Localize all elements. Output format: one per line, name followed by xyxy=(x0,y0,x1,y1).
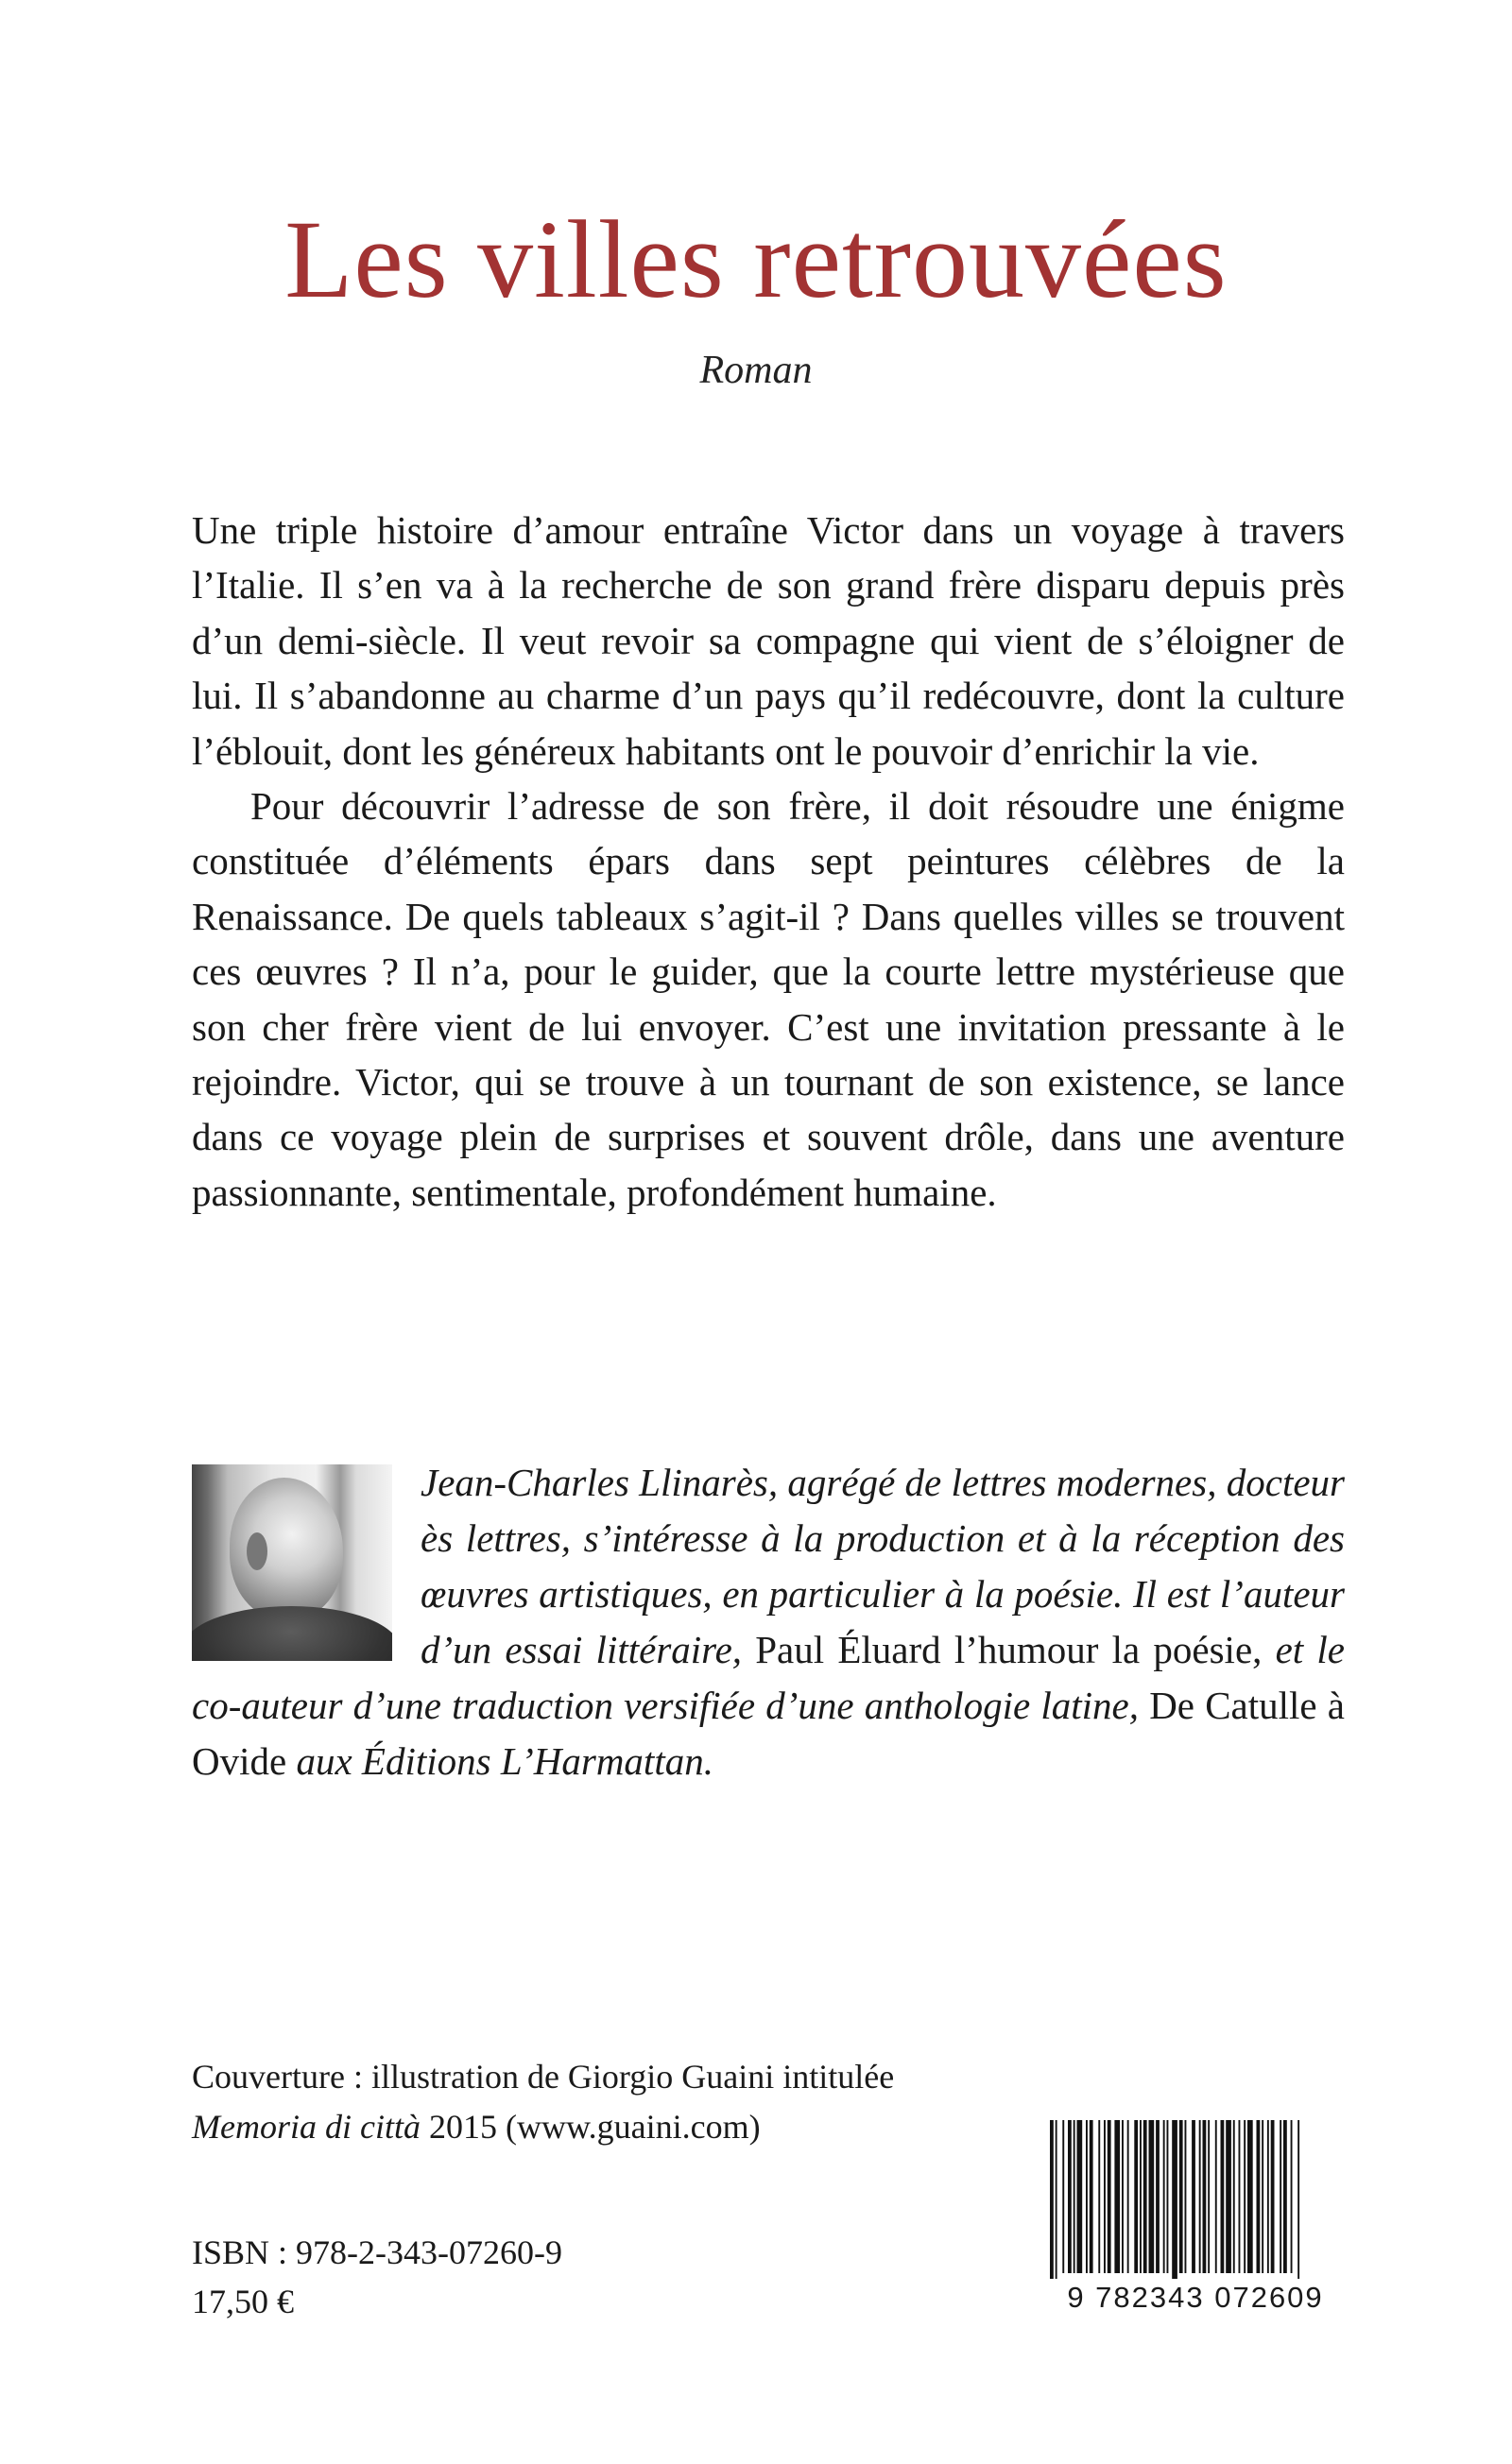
barcode-bar xyxy=(1244,2120,1246,2273)
barcode-bar xyxy=(1283,2120,1287,2273)
barcode-bar xyxy=(1239,2120,1241,2273)
isbn-number: ISBN : 978-2-343-07260-9 xyxy=(192,2233,562,2271)
book-genre: Roman xyxy=(699,349,813,392)
barcode-bar xyxy=(1050,2120,1054,2281)
bio-book-title: Paul Éluard l’humour la poésie, xyxy=(755,1628,1263,1671)
barcode-bar xyxy=(1127,2120,1129,2273)
barcode-bar xyxy=(1203,2120,1207,2273)
barcode-bar xyxy=(1262,2120,1263,2273)
barcode-bar xyxy=(1215,2120,1217,2273)
credit-line xyxy=(192,2102,1042,2152)
author-bio xyxy=(192,1455,1345,1789)
barcode-bar xyxy=(1199,2120,1201,2273)
barcode-bar xyxy=(1291,2120,1293,2273)
barcode-bar xyxy=(1104,2120,1106,2273)
barcode-bar xyxy=(1062,2120,1064,2273)
barcode-bar xyxy=(1098,2120,1100,2273)
barcode-bar xyxy=(1192,2120,1195,2273)
barcode-bar xyxy=(1143,2120,1147,2273)
author-photo xyxy=(192,1464,392,1661)
barcode-bar xyxy=(1134,2120,1138,2273)
barcode-bar xyxy=(1122,2120,1124,2273)
barcode-bar xyxy=(1090,2120,1093,2273)
credit-line: Couverture : illustration de Giorgio Guaini intitulée xyxy=(192,2058,895,2096)
barcode-bar xyxy=(1167,2120,1169,2273)
author-ear xyxy=(247,1532,267,1570)
barcode-bar xyxy=(1233,2120,1235,2273)
cover-credit xyxy=(192,2052,1042,2152)
barcode-bar xyxy=(1114,2120,1120,2273)
price: 17,50 € xyxy=(192,2283,294,2320)
barcode-bar xyxy=(1271,2120,1275,2273)
barcode-bar xyxy=(1208,2120,1210,2273)
bio-publisher: aux Éditions L’Harmattan. xyxy=(296,1739,713,1783)
barcode-bar xyxy=(1074,2120,1075,2273)
barcode-bar xyxy=(1163,2120,1165,2273)
bio-text: Jean-Charles Llinarès, agrégé de lettres modernes, docteur ès lettres, s’intéresse à la production et à la réception des œuvres artistiques, en particulier à la poésie. Il est l’auteur d’un essai littéraire, xyxy=(421,1461,1345,1671)
summary-text xyxy=(192,503,1345,1220)
artwork-info: 2015 (www.guaini.com) xyxy=(428,2108,761,2146)
barcode-bar xyxy=(1140,2120,1142,2273)
barcode-bar xyxy=(1086,2120,1088,2273)
barcode-bar xyxy=(1280,2120,1281,2273)
barcode-bar xyxy=(1185,2120,1187,2273)
barcode-bar xyxy=(1149,2120,1155,2273)
barcode-bar xyxy=(1267,2120,1269,2273)
barcode-bar xyxy=(1172,2120,1177,2281)
barcode-bars xyxy=(1044,2120,1347,2281)
bio-text: et le co-auteur d’une traduction versifiée d’une anthologie latine, xyxy=(192,1628,1345,1727)
summary-paragraph: Pour découvrir l’adresse de son frère, il doit résoudre une énigme constituée d’éléments épars dans sept peintures célèbres de la Renaissance. De quels tableaux s’agit-il ? Dans quelles villes se trouvent ces œuvres ? Il n’a, pour le guider, que la courte lettre mystérieuse que son cher frère vient de lui envoyer. C’est une invitation pressante à le rejoindre. Victor, qui se trouve à un tournant de son existence, se lance dans ce voyage plein de surprises et souvent drôle, dans une aventure passionnante, sentimentale, profondément humaine. xyxy=(192,784,1345,1214)
artwork-title: Memoria di città xyxy=(192,2108,421,2146)
barcode-bar xyxy=(1077,2120,1083,2273)
barcode-bar xyxy=(1108,2120,1111,2273)
summary-paragraph: Une triple histoire d’amour entraîne Victor dans un voyage à travers l’Italie. Il s’en va à la recherche de son grand frère disparu depuis près d’un demi-siècle. Il veut revoir sa compagne qui vient de s’éloigner de lui. Il s’abandonne au charme d’un pays qu’il redécouvre, dont la culture l’éblouit, dont les généreux habitants ont le pouvoir d’enrichir la vie. xyxy=(192,508,1345,773)
barcode-bar xyxy=(1068,2120,1072,2273)
barcode-bar xyxy=(1221,2120,1225,2273)
bio-book-title: De Catulle à Ovide xyxy=(192,1684,1346,1783)
barcode-bar xyxy=(1056,2120,1057,2281)
author-shoulders xyxy=(192,1606,392,1661)
isbn-block xyxy=(192,2228,853,2326)
barcode-bar xyxy=(1257,2120,1261,2273)
barcode-bar xyxy=(1156,2120,1160,2273)
barcode-bar xyxy=(1297,2120,1299,2281)
barcode-bar xyxy=(1179,2120,1183,2273)
barcode-bar xyxy=(1247,2120,1253,2273)
barcode-bar xyxy=(1226,2120,1231,2273)
barcode-digits: 9 782343 072609 xyxy=(1044,2279,1347,2317)
book-title: Les villes retrouvées xyxy=(284,197,1228,321)
